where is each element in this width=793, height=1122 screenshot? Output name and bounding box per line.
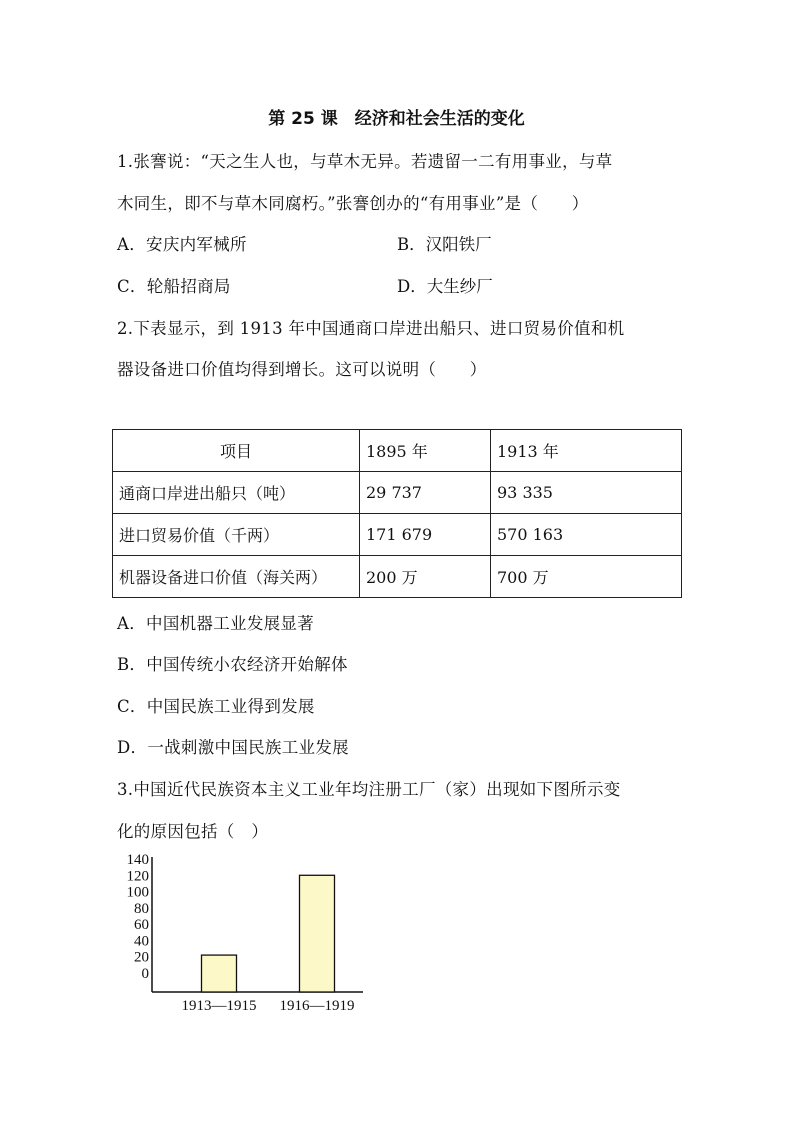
- x-tick-label: 1913—1915: [181, 998, 257, 1014]
- q3-line1: 3.中国近代民族资本主义工业年均注册工厂（家）出现如下图所示变: [117, 780, 621, 799]
- table-cell: 700 万: [491, 556, 682, 598]
- q1-line1: 1.张謇说：“天之生人也，与草木无异。若遗留一二有用事业，与草: [117, 152, 613, 171]
- q1-option-c: C．轮船招商局: [117, 277, 231, 296]
- table-header-cell: 1913 年: [491, 430, 682, 472]
- y-tick-label: 0: [141, 966, 149, 982]
- y-tick-label: 80: [134, 900, 149, 917]
- table-row: [113, 514, 682, 556]
- q2-option-c: C．中国民族工业得到发展: [117, 697, 315, 716]
- q2-option-a: A．中国机器工业发展显著: [117, 614, 315, 633]
- bar-1913—1915: [202, 955, 237, 992]
- table-cell: 通商口岸进出船只（吨）: [113, 472, 360, 514]
- factory-bar-chart: [105, 845, 375, 1020]
- table-cell: 29 737: [360, 472, 491, 514]
- lesson-title: 第 25 课 经济和社会生活的变化: [268, 109, 525, 129]
- table-cell: 171 679: [360, 514, 491, 556]
- q1-option-b: B．汉阳铁厂: [397, 235, 492, 254]
- y-tick-label: 40: [134, 933, 149, 950]
- y-tick-label: 120: [126, 868, 149, 885]
- q1-line2: 木同生，即不与草木同腐朽。”张謇创办的“有用事业”是（ ）: [117, 194, 589, 213]
- q1-option-d: D．大生纱厂: [397, 277, 493, 296]
- table-row: [113, 556, 682, 598]
- table-header-cell: 项目: [113, 430, 360, 472]
- table-cell: 200 万: [360, 556, 491, 598]
- table-cell: 机器设备进口价值（海关两）: [113, 556, 360, 598]
- q2-line2: 器设备进口价值均得到增长。这可以说明（ ）: [117, 360, 487, 379]
- table-cell: 进口贸易价值（千两）: [113, 514, 360, 556]
- table-cell: 93 335: [491, 472, 682, 514]
- trade-table: [112, 429, 682, 598]
- q1-option-a: A．安庆内军械所: [117, 235, 247, 254]
- y-tick-label: 100: [126, 884, 149, 901]
- y-tick-label: 140: [126, 852, 149, 868]
- bar-1916—1919: [300, 875, 335, 992]
- y-tick-label: 20: [134, 949, 149, 966]
- x-tick-label: 1916—1919: [279, 998, 355, 1014]
- table-cell: 570 163: [491, 514, 682, 556]
- table-header-row: [113, 430, 682, 472]
- q2-option-d: D．一战刺激中国民族工业发展: [117, 738, 349, 757]
- q2-option-b: B．中国传统小农经济开始解体: [117, 655, 348, 674]
- q2-line1: 2.下表显示，到 1913 年中国通商口岸进出船只、进口贸易价值和机: [117, 319, 625, 338]
- table-row: [113, 472, 682, 514]
- q3-line2: 化的原因包括（ ）: [117, 822, 269, 841]
- table-header-cell: 1895 年: [360, 430, 491, 472]
- y-tick-label: 60: [134, 917, 149, 934]
